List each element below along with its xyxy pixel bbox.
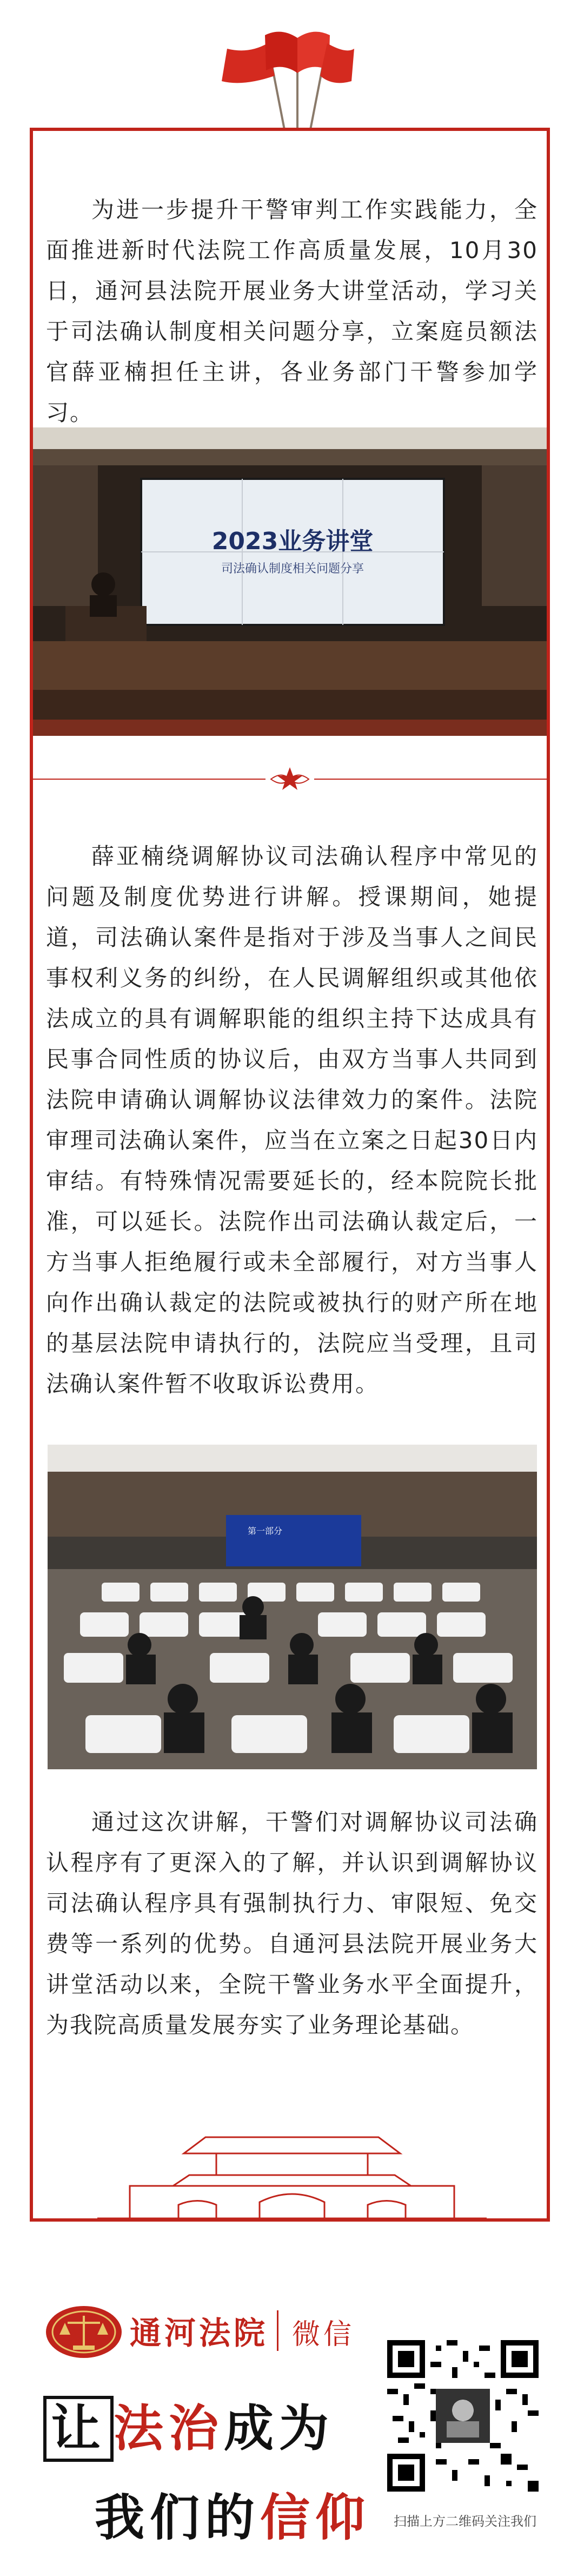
slogan-word-2a: 我们的	[95, 2489, 261, 2547]
slogan-word-1b: 法治	[114, 2400, 224, 2458]
paragraph-explanation: 薛亚楠绕调解协议司法确认程序中常见的问题及制度优势进行讲解。授课期间，她提道，司法确认案件是指对于涉及当事人之间民事权利义务的纠纷，在人民调解组织或其他依法成立的具有调解职能的组织主持下达成具有民事合同性质的协议后，由双方当事人共同到法院申请确认调解协议法律效力的案件。法院审理司法确认案件，应当在立案之日起30日内审结。有特殊情况需要延长的，经本院院长批准，可以延长。法院作出司法确认裁定后，一方当事人拒绝履行或未全部履行，对方当事人向作出确认裁定的法院或被执行的财产所在地的基层法院申请执行的，法院应当受理，且司法确认案件暂不收取诉讼费用。	[46, 843, 538, 1397]
screen2-title: 第一部分	[248, 1526, 283, 1536]
slogan-line-2	[95, 2478, 370, 2549]
slogan-word-2b: 信仰	[260, 2489, 371, 2547]
star-divider	[33, 763, 547, 795]
channel-label: 微信	[292, 2318, 355, 2351]
brand-separator	[277, 2310, 278, 2351]
slogan-line-1	[43, 2389, 334, 2462]
slogan-word-1c: 成为	[224, 2400, 335, 2458]
screen-subtitle: 司法确认制度相关问题分享	[221, 562, 364, 576]
brand-name: 通河法院	[130, 2315, 269, 2351]
lecture-photo	[33, 427, 547, 736]
slogan-word-1a: 让	[43, 2396, 114, 2462]
paragraph-intro: 为进一步提升干警审判工作实践能力，全面推进新时代法院工作高质量发展，10月30日，通河县法院开展业务大讲堂活动，学习关于司法确认制度相关问题分享，立案庭员额法官薛亚楠担任主讲，各业务部门干警参加学习。	[46, 196, 538, 426]
paragraph-conclusion: 通过这次讲解，干警们对调解协议司法确认程序有了更深入的了解，并认识到调解协议司法确认程序具有强制执行力、审限短、免交费等一系列的优势。自通河县法院开展业务大讲堂活动以来，全院干警业务水平全面提升，为我院高质量发展夯实了业务理论基础。	[46, 1809, 538, 2038]
qr-caption: 扫描上方二维码关注我们	[394, 2514, 536, 2529]
screen-title: 2023业务讲堂	[211, 528, 374, 555]
qr-code[interactable]	[387, 2340, 539, 2492]
tiananmen-gate-icon	[97, 2116, 487, 2224]
star-icon	[277, 767, 302, 790]
audience-photo	[48, 1445, 537, 1769]
court-emblem-icon	[43, 2302, 124, 2362]
